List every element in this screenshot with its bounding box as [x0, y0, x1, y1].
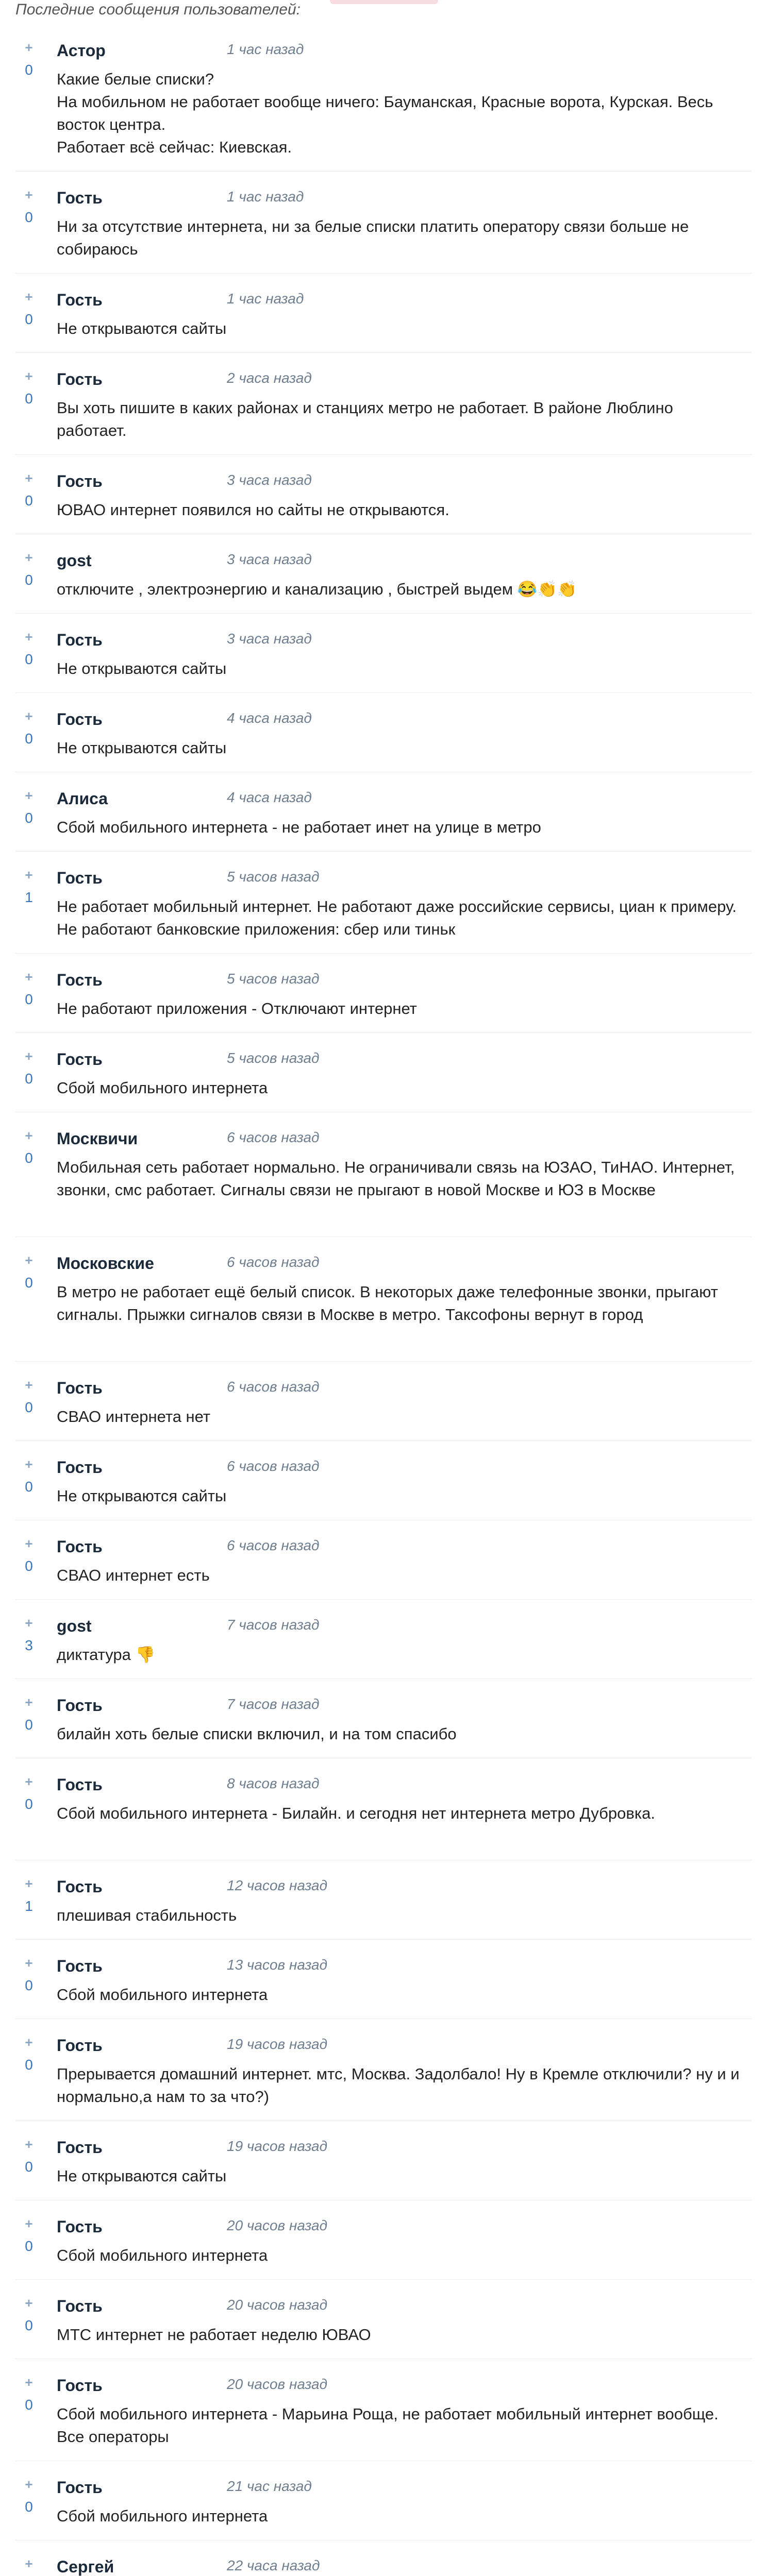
comment-author: Сергей [57, 2557, 114, 2576]
comment-text: Не открываются сайты [57, 739, 227, 757]
comment-divider [15, 1939, 752, 1940]
vote-score: 0 [25, 1150, 33, 1166]
vote-score: 0 [25, 209, 33, 225]
comment-author: Гость [57, 2138, 103, 2157]
plus-icon[interactable]: + [25, 289, 33, 304]
vote-box [15, 2133, 42, 2175]
comment-time: 6 часов назад [227, 1129, 320, 1145]
plus-icon[interactable]: + [25, 1377, 33, 1393]
vote-box [15, 1952, 42, 1994]
vote-score: 0 [25, 810, 33, 826]
comment-feed [0, 36, 767, 2576]
plus-icon[interactable]: + [25, 629, 33, 645]
plus-icon[interactable]: + [25, 2375, 33, 2390]
comment-author: Гость [57, 2297, 103, 2315]
comment-author: Гость [57, 1775, 103, 1794]
plus-icon[interactable]: + [25, 2216, 33, 2231]
comment-time: 20 часов назад [227, 2217, 328, 2233]
vote-box [15, 625, 42, 668]
comment-time: 22 часа назад [227, 2557, 320, 2573]
plus-icon[interactable]: + [25, 40, 33, 55]
comment-divider [15, 692, 752, 693]
comment-text: Прерывается домашний интернет. мтс, Москва. Задолбало! Ну в Кремле отключили? ну и и нормально,а нам то за что?) [57, 2065, 740, 2106]
vote-box [15, 546, 42, 588]
comment-author: Гость [57, 631, 103, 649]
comment-author: Гость [57, 1458, 103, 1477]
vote-box [15, 2552, 42, 2576]
vote-box [15, 965, 42, 1008]
comment-time: 7 часов назад [227, 1617, 320, 1633]
comment-time: 21 час назад [227, 2478, 312, 2494]
comment-time: 19 часов назад [227, 2138, 328, 2154]
comment-author: Гость [57, 1050, 103, 1069]
comment-divider [15, 1236, 752, 1237]
comment-text: билайн хоть белые списки включил, и на том спасибо [57, 1725, 457, 1743]
comment-text: Не открываются сайты [57, 1487, 227, 1505]
vote-box [15, 2371, 42, 2413]
vote-score: 0 [25, 731, 33, 747]
page-header [15, 0, 753, 18]
comment-time: 6 часов назад [227, 1537, 320, 1553]
vote-box [15, 1770, 42, 1812]
comment-time: 5 часов назад [227, 1050, 320, 1066]
plus-icon[interactable]: + [25, 1876, 33, 1891]
vote-box [15, 467, 42, 509]
vote-box [15, 1872, 42, 1914]
vote-box [15, 36, 42, 78]
plus-icon[interactable]: + [25, 2295, 33, 2311]
comment-text: Сбой мобильного интернета - Марьина Роща, не работает мобильный интернет вообще. Все операторы [57, 2405, 719, 2446]
comment-text: Не работают приложения - Отключают интернет [57, 999, 417, 1018]
vote-box [15, 2292, 42, 2334]
comment-text: Не открываются сайты [57, 2167, 227, 2185]
plus-icon[interactable]: + [25, 470, 33, 486]
comment-author: Гость [57, 971, 103, 989]
comment-text: Не открываются сайты [57, 659, 227, 677]
plus-icon[interactable]: + [25, 1774, 33, 1789]
plus-icon[interactable]: + [25, 2477, 33, 2492]
comment-text: Мобильная сеть работает нормально. Не ограничивали связь на ЮЗАО, ТиНАО. Интернет, звонки, смс работает. Сигналы связи не прыгают в новой Москве и ЮЗ в Москве [57, 1158, 735, 1199]
vote-box [15, 2031, 42, 2073]
vote-score: 0 [25, 1717, 33, 1733]
comment-text: Сбой мобильного интернета [57, 1986, 268, 2004]
vote-score: 0 [25, 1479, 33, 1495]
comment-author: Гость [57, 1537, 103, 1556]
comment-time: 3 часа назад [227, 631, 312, 647]
comment-author: Гость [57, 370, 103, 388]
vote-score: 0 [25, 2238, 33, 2254]
comment-author: Гость [57, 869, 103, 887]
vote-box [15, 863, 42, 906]
plus-icon[interactable]: + [25, 368, 33, 384]
vote-box [15, 1612, 42, 1654]
plus-icon[interactable]: + [25, 867, 33, 883]
comment-divider [15, 851, 752, 852]
vote-box [15, 2473, 42, 2515]
comment-time: 1 час назад [227, 189, 304, 205]
vote-score: 0 [25, 62, 33, 78]
comment-time: 6 часов назад [227, 1458, 320, 1474]
comment-author: Гость [57, 1957, 103, 1975]
vote-score: 0 [25, 1071, 33, 1087]
comment-text: Не открываются сайты [57, 319, 227, 337]
comment-time: 3 часа назад [227, 472, 312, 488]
comment-author: Гость [57, 2217, 103, 2236]
comment-text: СВАО интернета нет [57, 1408, 211, 1426]
vote-score: 0 [25, 391, 33, 406]
vote-score: 0 [25, 2499, 33, 2515]
comment-time: 1 час назад [227, 291, 304, 307]
comment-time: 20 часов назад [227, 2376, 328, 2392]
comment-author: Гость [57, 710, 103, 728]
comment-author: gost [57, 1617, 92, 1635]
vote-score: 1 [25, 889, 33, 905]
comment-text: отключите , электроэнергию и канализацию , быстрей выдем 😂👏👏 [57, 580, 577, 598]
vote-score: 0 [25, 1558, 33, 1574]
vote-score: 0 [25, 493, 33, 509]
comment-text: Сбой мобильного интернета - не работает инет на улице в метро [57, 818, 541, 836]
comment-divider [15, 613, 752, 614]
vote-score: 0 [25, 1399, 33, 1415]
comment-divider [15, 953, 752, 954]
comment-time: 2 часа назад [227, 370, 312, 386]
comment-divider [15, 1361, 752, 1362]
vote-score: 0 [25, 2159, 33, 2175]
comment-text: Сбой мобильного интернета [57, 2246, 268, 2264]
comment-time: 13 часов назад [227, 1957, 328, 1973]
comment-divider [15, 171, 752, 172]
comment-author: Гость [57, 2036, 103, 2055]
vote-box [15, 705, 42, 747]
vote-score: 0 [25, 991, 33, 1007]
comment-text: Сбой мобильного интернета [57, 2507, 268, 2525]
comment-time: 4 часа назад [227, 710, 312, 726]
comment-author: Гость [57, 291, 103, 309]
comment-time: 5 часов назад [227, 869, 320, 885]
page-title: Последние сообщения пользователей: [15, 1, 301, 18]
vote-box [15, 1532, 42, 1574]
comment-author: Гость [57, 1696, 103, 1715]
comment-divider [15, 1440, 752, 1441]
comment-text: Сбой мобильного интернета [57, 1079, 268, 1097]
vote-box [15, 2212, 42, 2255]
comment-text: ЮВАО интернет появился но сайты не открываются. [57, 501, 449, 519]
comment-author: Гость [57, 2376, 103, 2395]
plus-icon[interactable]: + [25, 187, 33, 202]
vote-box [15, 1691, 42, 1733]
comment-time: 4 часа назад [227, 789, 312, 805]
vote-score: 1 [25, 1898, 33, 1914]
comment-text: диктатура 👎 [57, 1646, 156, 1664]
comment-divider [15, 454, 752, 455]
vote-box [15, 1249, 42, 1291]
plus-icon[interactable]: + [25, 1536, 33, 1551]
vote-box [15, 1045, 42, 1087]
comment-time: 6 часов назад [227, 1379, 320, 1395]
comment-time: 19 часов назад [227, 2036, 328, 2052]
comment-time: 20 часов назад [227, 2297, 328, 2313]
comment-time: 12 часов назад [227, 1877, 328, 1893]
header-badge [330, 0, 438, 4]
plus-icon[interactable]: + [25, 1955, 33, 1971]
comment-text: Ни за отсутствие интернета, ни за белые списки платить оператору связи больше не собираюсь [57, 217, 689, 258]
vote-box [15, 365, 42, 407]
vote-score: 0 [25, 1977, 33, 1993]
comment-divider [15, 1599, 752, 1600]
comment-author: gost [57, 551, 92, 570]
comment-divider [15, 273, 752, 274]
comment-divider [15, 352, 752, 353]
comment-time: 3 часа назад [227, 551, 312, 567]
plus-icon[interactable]: + [25, 1252, 33, 1268]
vote-score: 0 [25, 2397, 33, 2413]
vote-score: 0 [25, 1275, 33, 1291]
vote-score: 0 [25, 1796, 33, 1812]
comment-text: Вы хоть пишите в каких районах и станциях метро не работает. В районе Люблино работает. [57, 399, 673, 439]
comment-text: Какие белые списки? На мобильном не работает вообще ничего: Бауманская, Красные ворота, Курская. Весь восток центра. Работает всё сейчас: Киевская. [57, 70, 713, 156]
comment-time: 7 часов назад [227, 1696, 320, 1712]
comment-text: Сбой мобильного интернета - Билайн. и сегодня нет интернета метро Дубровка. [57, 1804, 655, 1822]
plus-icon[interactable]: + [25, 2137, 33, 2152]
comment-time: 6 часов назад [227, 1254, 320, 1270]
comment-author: Гость [57, 189, 103, 207]
comment-author: Астор [57, 41, 106, 60]
plus-icon[interactable]: + [25, 2035, 33, 2050]
vote-score: 0 [25, 311, 33, 327]
vote-score: 0 [25, 572, 33, 588]
comment-author: Москвичи [57, 1129, 138, 1148]
plus-icon[interactable]: + [25, 969, 33, 985]
plus-icon[interactable]: + [25, 1694, 33, 1710]
vote-box [15, 784, 42, 826]
vote-box [15, 285, 42, 328]
comment-divider [15, 1032, 752, 1033]
plus-icon[interactable]: + [25, 1128, 33, 1143]
comment-author: Гость [57, 1379, 103, 1397]
comment-text: плешивая стабильность [57, 1906, 237, 1924]
plus-icon[interactable]: + [25, 2556, 33, 2571]
comment-author: Гость [57, 2478, 103, 2497]
vote-box [15, 183, 42, 226]
comment-time: 8 часов назад [227, 1775, 320, 1791]
vote-score: 0 [25, 2057, 33, 2073]
comment-text: МТС интернет не работает неделю ЮВАО [57, 2326, 371, 2344]
vote-box [15, 1374, 42, 1416]
comment-author: Гость [57, 1877, 103, 1896]
plus-icon[interactable]: + [25, 1456, 33, 1472]
vote-score: 3 [25, 1637, 33, 1653]
vote-box [15, 1453, 42, 1495]
comment-text: Не работает мобильный интернет. Не работают даже российские сервисы, циан к примеру. Не работают банковские приложения: сбер или тиньк [57, 897, 737, 938]
comment-time: 1 час назад [227, 41, 304, 57]
comment-author: Алиса [57, 789, 108, 808]
comment-author: Гость [57, 472, 103, 490]
comment-text: СВАО интернет есть [57, 1566, 210, 1584]
comment-author: Московские [57, 1254, 154, 1273]
plus-icon[interactable]: + [25, 788, 33, 803]
comment-divider [15, 2279, 752, 2280]
plus-icon[interactable]: + [25, 1615, 33, 1631]
vote-score: 0 [25, 2317, 33, 2333]
comment-time: 5 часов назад [227, 971, 320, 987]
plus-icon[interactable]: + [25, 708, 33, 724]
plus-icon[interactable]: + [25, 1048, 33, 1064]
vote-box [15, 1124, 42, 1166]
plus-icon[interactable]: + [25, 550, 33, 565]
comment-text: В метро не работает ещё белый список. В некоторых даже телефонные звонки, прыгают сигналы. Прыжки сигналов связи в Москве в метро. Таксофоны вернут в город [57, 1283, 719, 1324]
vote-score: 0 [25, 651, 33, 667]
